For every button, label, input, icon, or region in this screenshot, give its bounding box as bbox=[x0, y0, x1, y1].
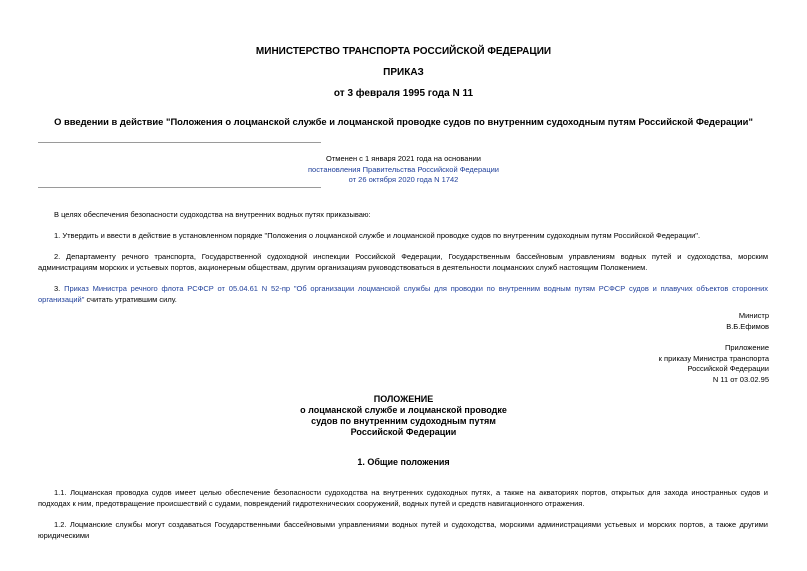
appendix-line-2: к приказу Министра транспорта bbox=[658, 353, 769, 363]
regulation-subtitle-3: Российской Федерации bbox=[350, 427, 457, 437]
divider-bottom bbox=[38, 187, 321, 188]
signature-name: В.Б.Ефимов bbox=[726, 321, 769, 331]
regulation-subtitle-1: о лоцманской службе и лоцманской проводке bbox=[300, 405, 507, 415]
item-3-order-link[interactable]: Приказ Министра речного флота РСФСР от 05.04.61 N 52-пр "Об организации лоцманской службы для проводки по внутренним водным путям РСФСР судов и плавучих объектов сторонних организаций" bbox=[38, 284, 769, 304]
intro-paragraph: В целях обеспечения безопасности судоходства на внутренних водных путях приказываю: bbox=[54, 210, 371, 219]
item-3-suffix: считать утратившим силу. bbox=[84, 294, 177, 304]
order-title: О введении в действие "Положения о лоцманской службе и лоцманской проводке судов по внутренним судоходным путям Российской Федерации" bbox=[54, 116, 753, 127]
order-date: от 3 февраля 1995 года N 11 bbox=[333, 88, 474, 99]
cancel-note bbox=[0, 154, 807, 186]
paragraph-1-1: 1.1. Лоцманская проводка судов имеет целью обеспечение безопасности судоходства на внутренних судоходных путях, а также на акваториях портов, открытых для захода иностранных судов и подходах к ним, предотвращение происшествий с судами, повреждений гидротехнических сооружений, водных путей и средств навигационного отражения. bbox=[38, 488, 768, 508]
appendix-block bbox=[659, 343, 769, 385]
signature-block bbox=[726, 311, 769, 332]
item-3-paragraph bbox=[38, 284, 768, 305]
cancel-link-decree[interactable]: постановления Правительства Российской Федерации bbox=[307, 164, 499, 174]
cancel-link-date[interactable]: от 26 октября 2020 года N 1742 bbox=[348, 175, 459, 184]
appendix-line-3: Российской Федерации bbox=[687, 364, 769, 373]
doc-type-heading: ПРИКАЗ bbox=[383, 67, 424, 78]
divider-top bbox=[38, 142, 321, 143]
paragraph-1-2: 1.2. Лоцманские службы могут создаваться Государственными бассейновыми управлениями водных путей и судоходства, морскими администрациями устьевых и морских портов, а также другими юридическими bbox=[38, 520, 768, 540]
cancel-note-text: Отменен с 1 января 2021 года на основании bbox=[326, 154, 481, 163]
appendix-label: Приложение bbox=[725, 343, 769, 352]
item-1-paragraph: 1. Утвердить и ввести в действие в установленном порядке "Положения о лоцманской службе и лоцманской проводке судов по внутренним судоходным путям Российской Федерации". bbox=[54, 231, 701, 240]
ministry-heading: МИНИСТЕРСТВО ТРАНСПОРТА РОССИЙСКОЙ ФЕДЕРАЦИИ bbox=[255, 46, 552, 57]
item-2-paragraph: 2. Департаменту речного транспорта, Государственной судоходной инспекции Российской Федерации, Государственным бассейновым управлениям водных путей и судоходства, морским администрациям морских и устьевых портов, акционерным обществам, другим организациям руководствоваться в деятельности лоцманских служб настоящим Положением. bbox=[38, 252, 768, 272]
section-1-heading: 1. Общие положения bbox=[357, 457, 450, 467]
appendix-line-4: N 11 от 03.02.95 bbox=[712, 374, 769, 384]
regulation-title: ПОЛОЖЕНИЕ bbox=[373, 394, 434, 404]
signature-position: Министр bbox=[738, 311, 769, 320]
item-3-prefix: 3. bbox=[54, 284, 65, 293]
regulation-subtitle-2: судов по внутренним судоходным путям bbox=[311, 416, 496, 426]
regulation-heading bbox=[0, 394, 807, 438]
